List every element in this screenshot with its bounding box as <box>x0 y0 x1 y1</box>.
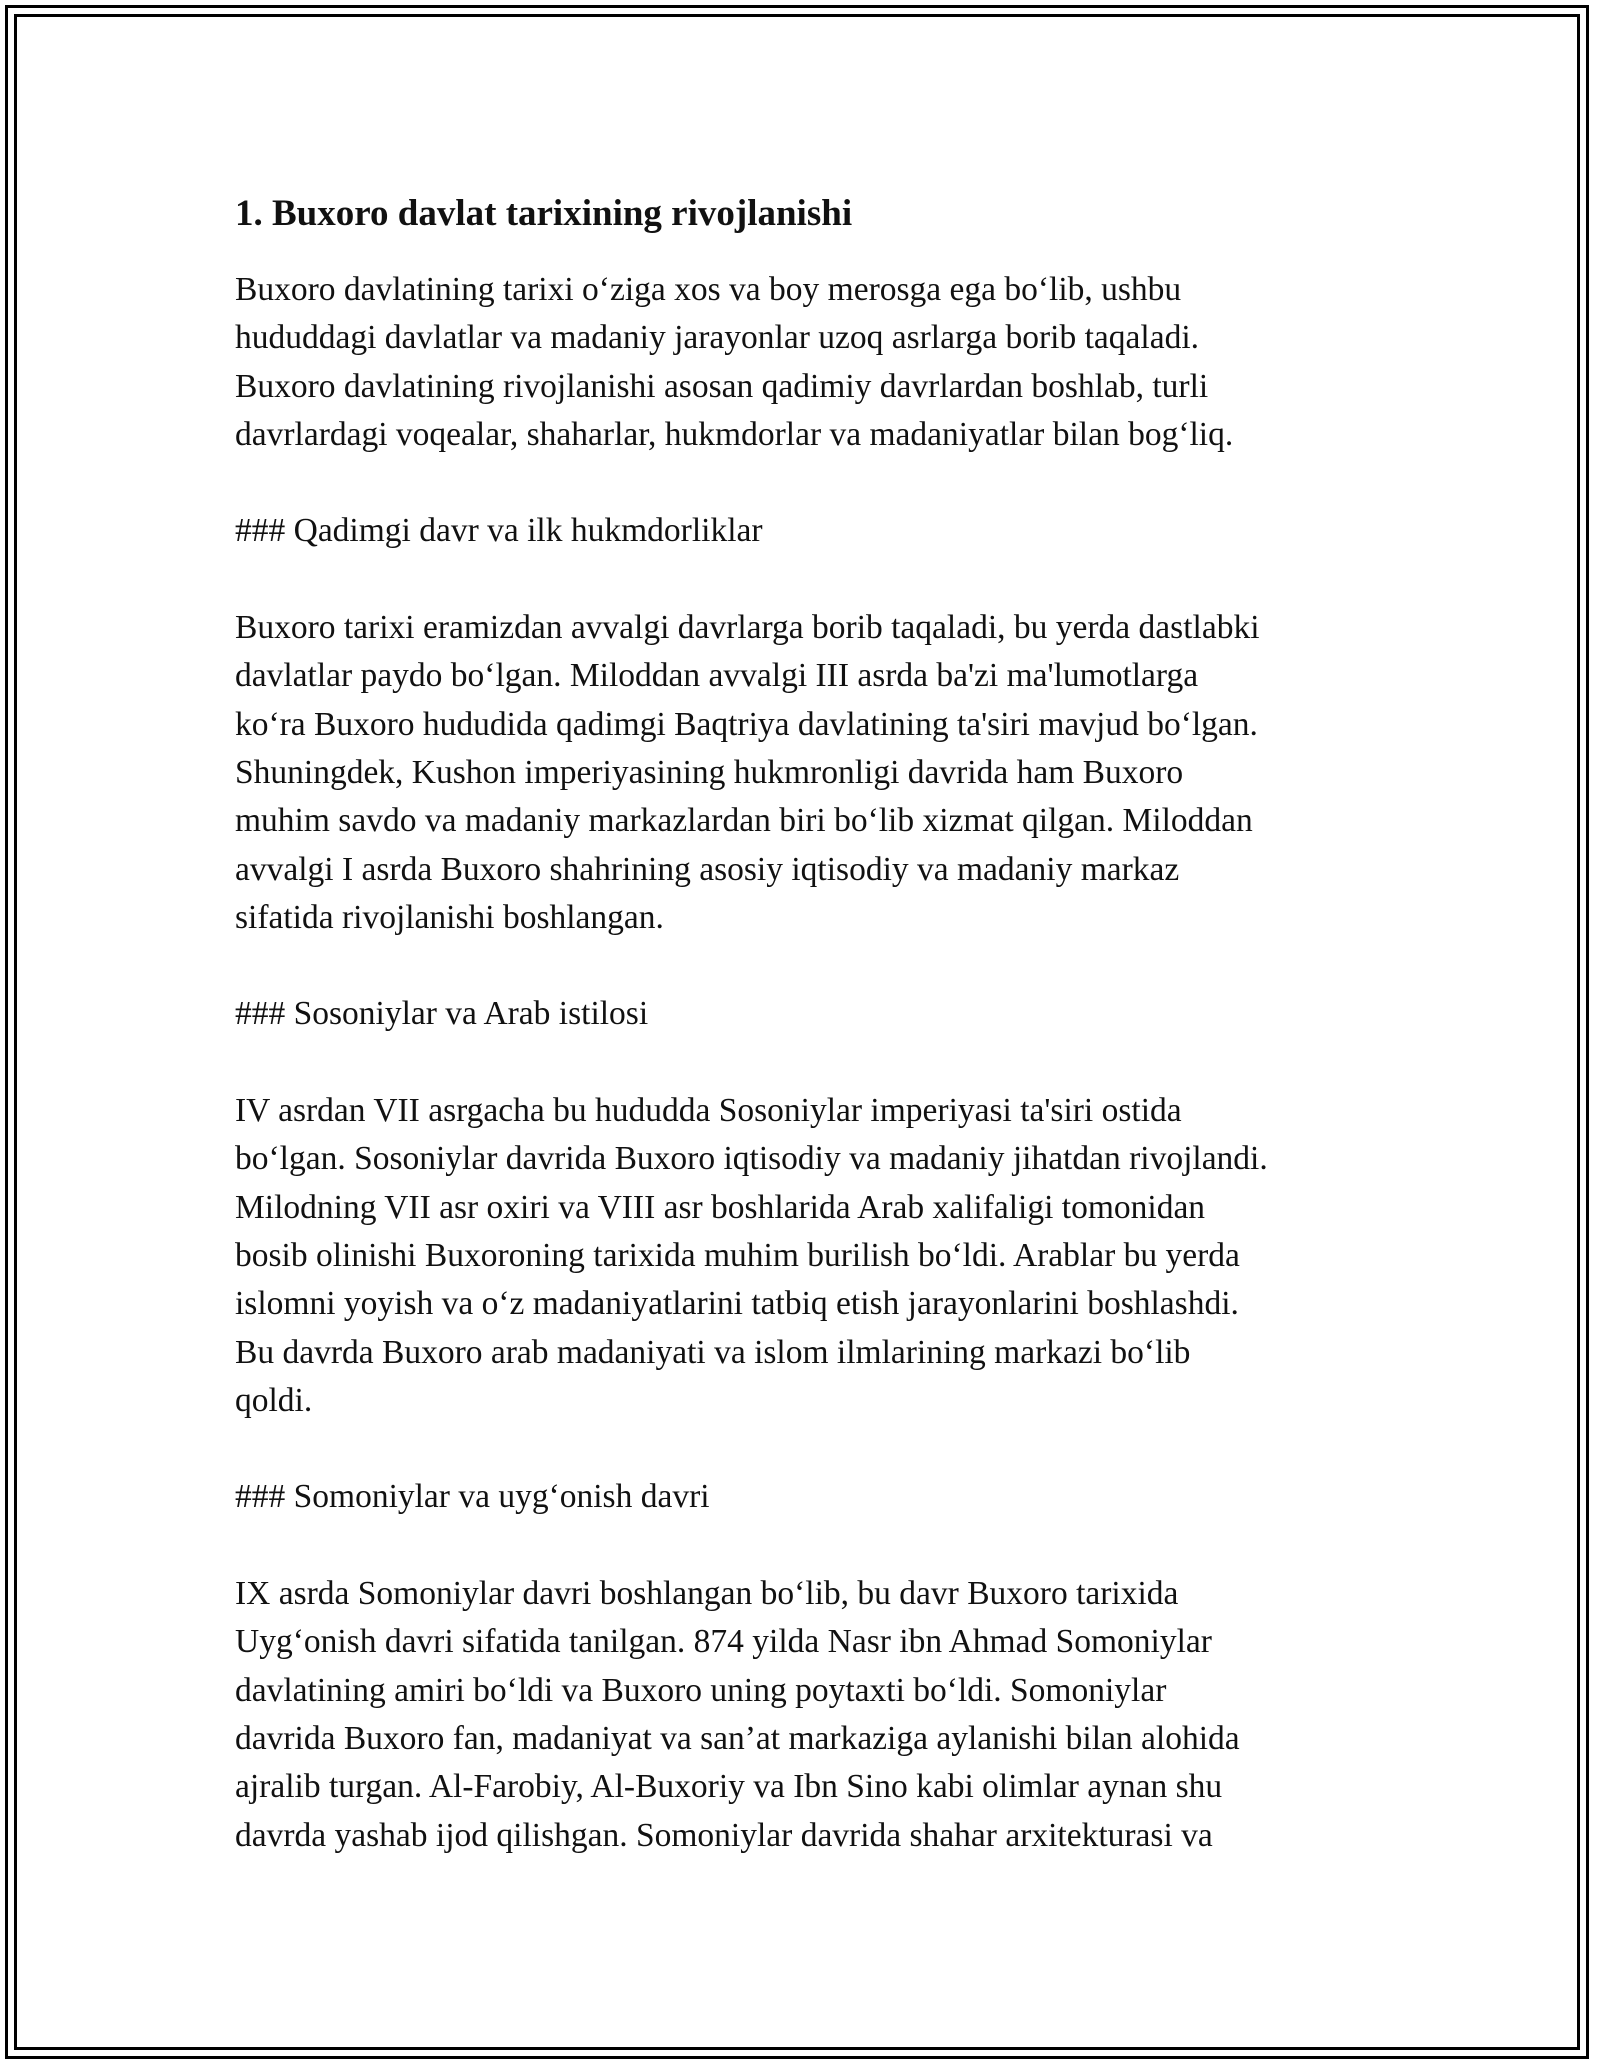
text-line: islomni yoyish va o‘z madaniyatlarini tatbiq etish jarayonlarini boshlashdi. <box>235 1285 1239 1323</box>
text-line: Buxoro davlatining rivojlanishi asosan qadimiy davrlardan boshlab, turli <box>235 367 1209 405</box>
section-heading: ### Sosoniylar va Arab istilosi <box>235 995 649 1033</box>
spacer <box>235 942 1375 990</box>
text-line: davlatlar paydo bo‘lgan. Miloddan avvalgi III asrda ba'zi ma'lumotlarga <box>235 657 1199 695</box>
text-line: Shuningdek, Kushon imperiyasining hukmronligi davrida ham Buxoro <box>235 753 1184 791</box>
text-line: avvalgi I asrda Buxoro shahrining asosiy iqtisodiy va madaniy markaz <box>235 850 1180 888</box>
spacer <box>235 556 1375 604</box>
section-heading: ### Qadimgi davr va ilk hukmdorliklar <box>235 512 763 550</box>
text-line: bo‘lgan. Sosoniylar davrida Buxoro iqtisodiy va madaniy jihatdan rivojlandi. <box>235 1140 1268 1178</box>
text-line: IV asrdan VII asrgacha bu hududda Sosoniylar imperiyasi ta'siri ostida <box>235 1092 1182 1130</box>
document-body <box>235 188 1375 1860</box>
section-heading: ### Somoniylar va uyg‘onish davri <box>235 1478 710 1516</box>
spacer <box>235 1522 1375 1570</box>
text-line: Milodning VII asr oxiri va VIII asr boshlarida Arab xalifaligi tomonidan <box>235 1188 1206 1226</box>
text-line: Buxoro tarixi eramizdan avvalgi davrlarga borib taqaladi, bu yerda dastlabki <box>235 609 1260 647</box>
text-line: sifatida rivojlanishi boshlangan. <box>235 898 664 936</box>
document-title: 1. Buxoro davlat tarixining rivojlanishi <box>235 193 853 234</box>
text-line: Buxoro davlatining tarixi o‘ziga xos va boy merosga ega bo‘lib, ushbu <box>235 271 1182 308</box>
text-line: IX asrda Somoniylar davri boshlangan bo‘lib, bu davr Buxoro tarixida <box>235 1575 1179 1613</box>
section-paragraph <box>235 604 1375 942</box>
spacer <box>235 1425 1375 1473</box>
text-line: muhim savdo va madaniy markazlardan biri bo‘lib xizmat qilgan. Miloddan <box>235 802 1253 840</box>
section-paragraph <box>235 1570 1375 1860</box>
text-line: hududdagi davlatlar va madaniy jarayonlar uzoq asrlarga borib taqaladi. <box>235 319 1200 357</box>
text-line: davrida Buxoro fan, madaniyat va san’at markaziga aylanishi bilan alohida <box>235 1719 1240 1757</box>
text-line: ko‘ra Buxoro hududida qadimgi Baqtriya davlatining ta'siri mavjud bo‘lgan. <box>235 705 1258 743</box>
text-line: bosib olinishi Buxoroning tarixida muhim burilish bo‘ldi. Arablar bu yerda <box>235 1236 1240 1274</box>
text-line: Bu davrda Buxoro arab madaniyati va islom ilmlarining markazi bo‘lib <box>235 1333 1191 1371</box>
text-line: ajralib turgan. Al-Farobiy, Al-Buxoriy va Ibn Sino kabi olimlar aynan shu <box>235 1768 1223 1806</box>
text-line: davlatining amiri bo‘ldi va Buxoro uning poytaxti bo‘ldi. Somoniylar <box>235 1671 1167 1709</box>
intro-paragraph <box>235 266 1375 459</box>
text-line: qoldi. <box>235 1381 313 1419</box>
text-line: davrda yashab ijod qilishgan. Somoniylar davrida shahar arxitekturasi va <box>235 1816 1213 1854</box>
spacer <box>235 1039 1375 1087</box>
spacer <box>235 459 1375 507</box>
section-paragraph <box>235 1087 1375 1425</box>
text-line: Uyg‘onish davri sifatida tanilgan. 874 yilda Nasr ibn Ahmad Somoniylar <box>235 1623 1212 1661</box>
text-line: davrlardagi voqealar, shaharlar, hukmdorlar va madaniyatlar bilan bog‘liq. <box>235 415 1234 453</box>
